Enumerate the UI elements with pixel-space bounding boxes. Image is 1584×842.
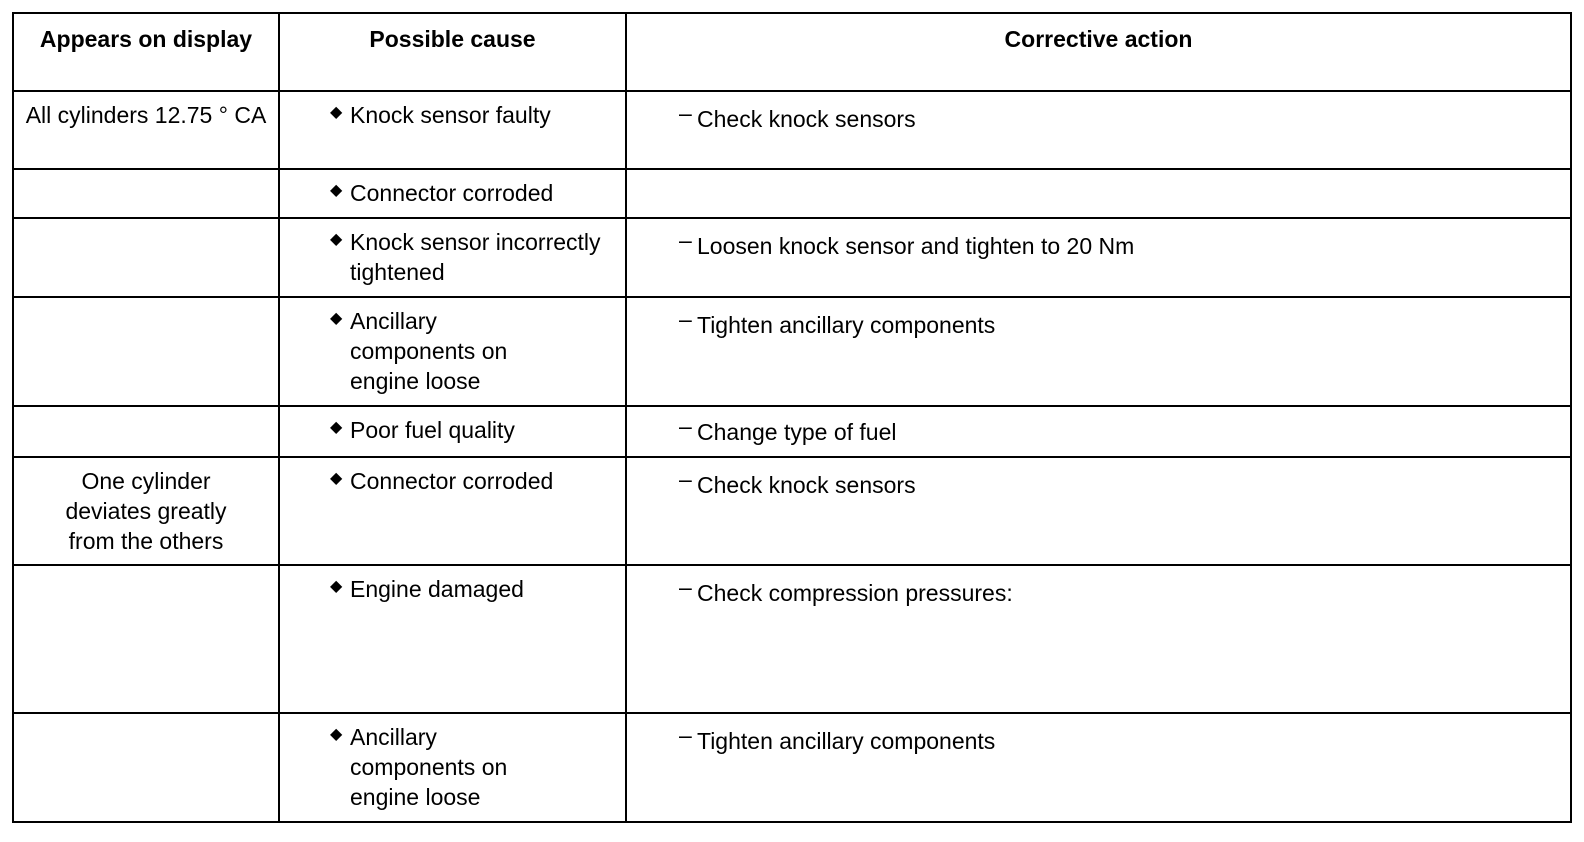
- cause-cell: [279, 169, 626, 218]
- dash-bullet-icon: –: [679, 100, 692, 126]
- diamond-bullet-icon: ◆: [330, 231, 343, 248]
- dash-bullet-icon: –: [679, 574, 692, 600]
- diamond-bullet-icon: ◆: [330, 182, 343, 199]
- action-text: Loosen knock sensor and tighten to 20 Nm: [697, 233, 1135, 259]
- dash-bullet-icon: –: [679, 413, 692, 439]
- cause-text: Connector corroded: [350, 180, 554, 206]
- diamond-bullet-icon: ◆: [330, 104, 343, 121]
- dash-bullet-icon: –: [679, 227, 692, 253]
- dash-bullet-icon: –: [679, 306, 692, 332]
- action-cell: [626, 297, 1571, 406]
- cause-text: Connector corroded: [350, 468, 554, 494]
- table-row: [13, 713, 1571, 822]
- header-possible-cause: Possible cause: [279, 13, 626, 91]
- action-text: Tighten ancillary components: [697, 728, 996, 754]
- table-row: [13, 457, 1571, 565]
- display-cell: [13, 565, 279, 713]
- cause-cell: [279, 297, 626, 406]
- action-cell: [626, 406, 1571, 457]
- diamond-bullet-icon: ◆: [330, 310, 343, 327]
- header-row: [13, 13, 1571, 91]
- diamond-bullet-icon: ◆: [330, 726, 343, 743]
- cause-cell: [279, 91, 626, 169]
- cause-text: Engine damaged: [350, 576, 524, 602]
- action-cell: [626, 713, 1571, 822]
- fault-diagnosis-table: [12, 12, 1572, 823]
- cause-cell: [279, 565, 626, 713]
- display-text: All cylinders 12.75 ° CA: [25, 102, 267, 128]
- display-cell: [13, 297, 279, 406]
- action-text: Change type of fuel: [697, 419, 897, 445]
- diamond-bullet-icon: ◆: [330, 578, 343, 595]
- diamond-bullet-icon: ◆: [330, 419, 343, 436]
- cause-text: Poor fuel quality: [350, 417, 515, 443]
- table-row: [13, 218, 1571, 297]
- display-cell: [13, 218, 279, 297]
- table-row: [13, 91, 1571, 169]
- table-row: [13, 565, 1571, 713]
- action-cell: [626, 218, 1571, 297]
- cause-cell: [279, 713, 626, 822]
- action-text: Check knock sensors: [697, 472, 916, 498]
- action-text: Tighten ancillary components: [697, 312, 996, 338]
- action-cell: [626, 91, 1571, 169]
- dash-bullet-icon: –: [679, 722, 692, 748]
- display-cell: [13, 406, 279, 457]
- dash-bullet-icon: –: [679, 466, 692, 492]
- display-cell: [13, 713, 279, 822]
- action-cell: [626, 565, 1571, 713]
- cause-cell: [279, 406, 626, 457]
- cause-text: Ancillary components on engine loose: [350, 724, 508, 810]
- display-cell: [13, 457, 279, 565]
- display-cell: [13, 91, 279, 169]
- table-row: [13, 169, 1571, 218]
- cause-text: Knock sensor faulty: [350, 102, 551, 128]
- action-cell: [626, 457, 1571, 565]
- cause-cell: [279, 218, 626, 297]
- action-text: Check compression pressures:: [697, 580, 1013, 606]
- header-appears-on-display: Appears on display: [13, 13, 279, 91]
- action-text: Check knock sensors: [697, 106, 916, 132]
- display-cell: [13, 169, 279, 218]
- table-row: [13, 297, 1571, 406]
- diamond-bullet-icon: ◆: [330, 470, 343, 487]
- cause-cell: [279, 457, 626, 565]
- header-corrective-action: Corrective action: [626, 13, 1571, 91]
- table-row: [13, 406, 1571, 457]
- display-text: One cylinder deviates greatly from the others: [65, 468, 227, 554]
- cause-text: Knock sensor incorrectly tightened: [350, 229, 601, 285]
- action-cell: [626, 169, 1571, 218]
- cause-text: Ancillary components on engine loose: [350, 308, 508, 394]
